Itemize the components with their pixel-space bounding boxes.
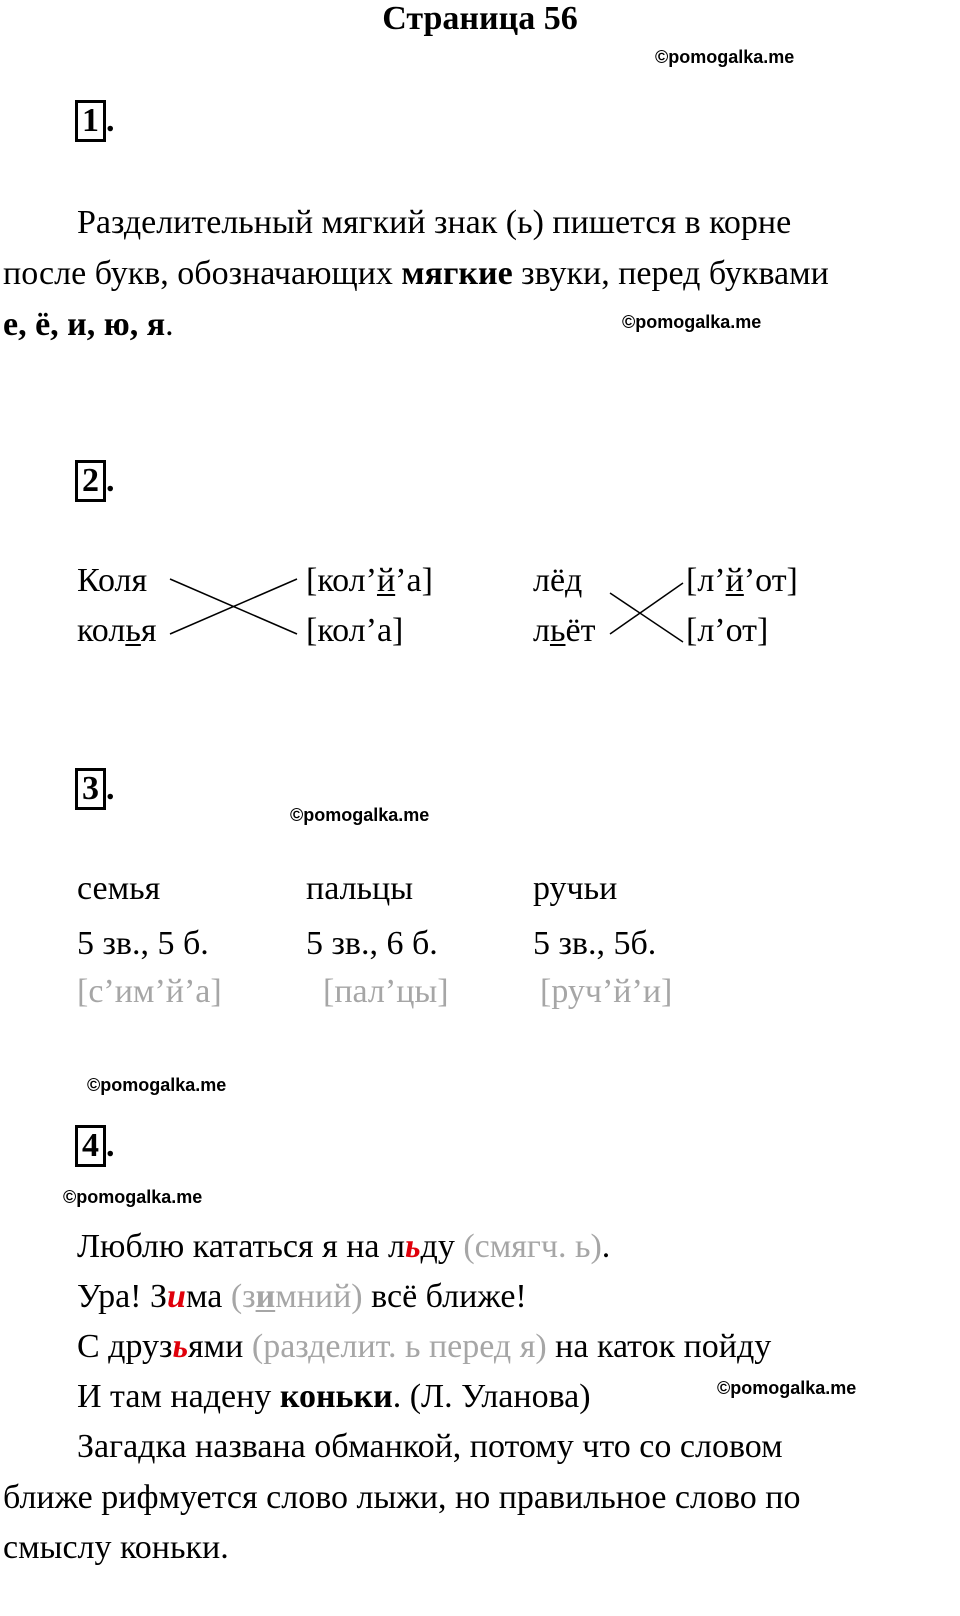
watermark: ©pomogalka.me [87, 1075, 227, 1095]
word-lyot: льёт [533, 612, 596, 649]
exercise-2-number: 2 . [75, 460, 115, 502]
exercise-4-number: 4 . [75, 1125, 115, 1167]
word-lyod: лёд [533, 562, 583, 599]
ex3-count: 5 зв., 5б. [533, 925, 657, 962]
transcription-3: [л’й’от] [686, 562, 798, 599]
poem-line-2: Ура! Зима (зимний) всё ближе! [77, 1278, 527, 1315]
word-kolya-soft: колья [77, 612, 157, 649]
exercise-1-line-2: после букв, обозначающих мягкие звуки, перед буквами [3, 255, 829, 292]
ex3-transcription: [руч’й’и] [540, 973, 673, 1010]
watermark: ©pomogalka.me [63, 1187, 203, 1207]
exercise-1-line-3: е, ё, и, ю, я. [3, 306, 174, 343]
ex3-word: ручьи [533, 870, 618, 907]
answer-line-3: смыслу коньки. [3, 1529, 229, 1566]
ex3-transcription: [пал’цы] [323, 973, 449, 1010]
word-kolya: Коля [77, 562, 148, 599]
match-line [610, 583, 683, 634]
ex3-word: семья [77, 870, 161, 907]
watermark: ©pomogalka.me [290, 805, 430, 825]
watermark: ©pomogalka.me [655, 47, 795, 67]
poem-line-1: Люблю кататься я на льду (смягч. ь). [77, 1228, 611, 1265]
match-line [610, 593, 683, 642]
poem-line-4: И там надену коньки. (Л. Уланова) [77, 1378, 591, 1415]
answer-line-1: Загадка названа обманкой, потому что со словом [77, 1428, 783, 1465]
ex3-count: 5 зв., 5 б. [77, 925, 209, 962]
watermark: ©pomogalka.me [717, 1378, 857, 1398]
ex3-count: 5 зв., 6 б. [306, 925, 438, 962]
exercise-3-number: 3 . [75, 768, 115, 810]
transcription-4: [л’от] [686, 612, 769, 649]
answer-line-2: ближе рифмуется слово лыжи, но правильное слово по [3, 1479, 801, 1516]
transcription-1: [кол’й’а] [306, 562, 433, 599]
ex3-word: пальцы [306, 870, 414, 907]
transcription-2: [кол’а] [306, 612, 404, 649]
exercise-1-line-1: Разделительный мягкий знак (ь) пишется в корне [77, 204, 792, 241]
ex3-transcription: [с’им’й’а] [77, 973, 222, 1010]
watermark: ©pomogalka.me [622, 312, 762, 332]
page-title: Страница 56 [382, 0, 578, 37]
exercise-1-number: 1 . [75, 100, 115, 142]
poem-line-3: С друзьями (разделит. ь перед я) на каток пойду [77, 1328, 772, 1365]
